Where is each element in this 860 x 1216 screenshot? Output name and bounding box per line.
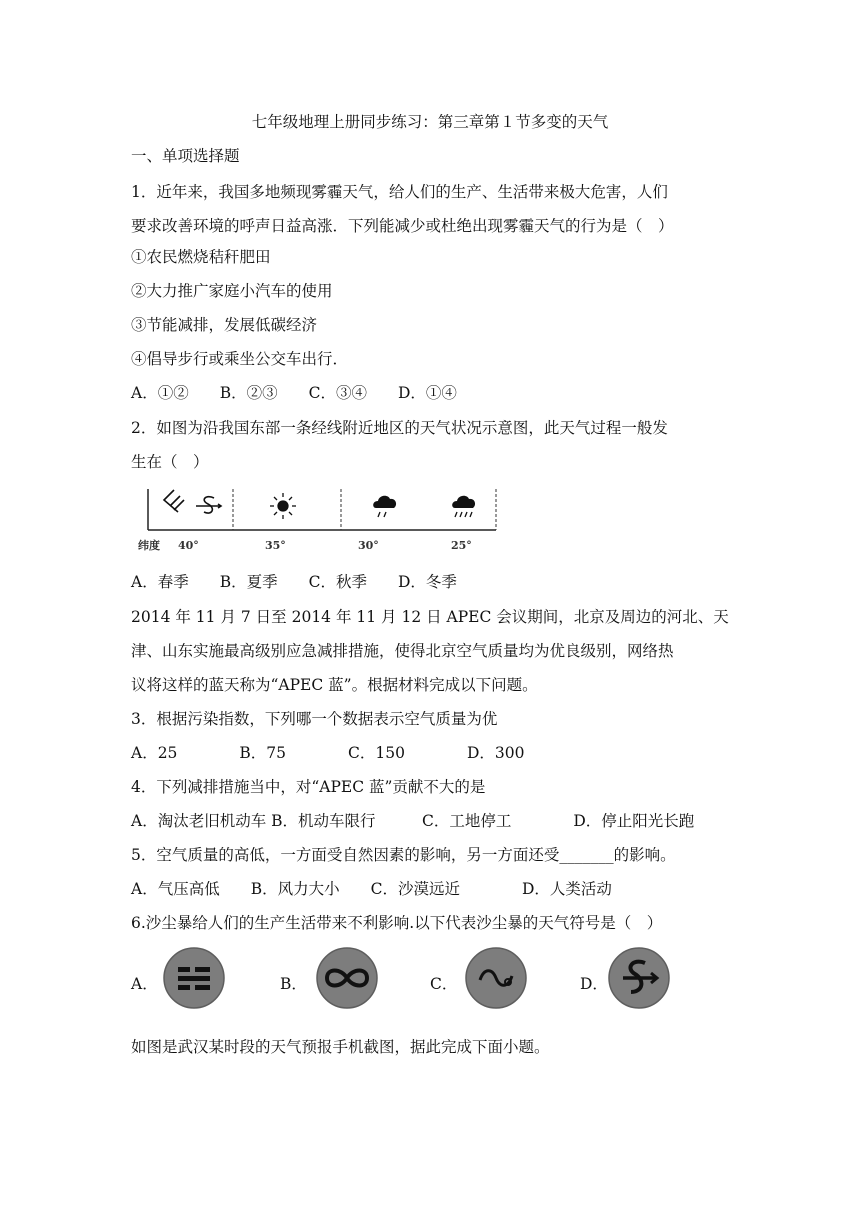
q6-label-d: D． (580, 975, 608, 993)
q5-options: A．气压高低 B．风力大小 C．沙漠远近 D．人类活动 (131, 880, 612, 898)
sandstorm-icon (196, 497, 221, 513)
page-title: 七年级地理上册同步练习：第三章第１节多变的天气 (251, 113, 609, 131)
haze-symbol-icon (315, 946, 379, 1010)
moderate-rain-icon (452, 496, 475, 517)
q6-label-c: C． (430, 975, 458, 993)
q1-stem-line2: 要求改善环境的呼声日益高涨．下列能减少或杜绝出现雾霾天气的行为是（ ） (131, 217, 674, 235)
wind-barb-icon (164, 490, 184, 512)
q5-stem: 5．空气质量的高低，一方面受自然因素的影响，另一方面还受_______的影响。 (131, 846, 676, 864)
q2-stem-line2: 生在（ ） (131, 453, 209, 471)
q6-label-b: B． (280, 975, 307, 993)
q2-options: A．春季 B．夏季 C．秋季 D．冬季 (131, 573, 457, 591)
latitude-tick-40: 40° (178, 539, 199, 552)
sunny-icon (270, 493, 296, 519)
q1-item-3: ③节能减排，发展低碳经济 (131, 316, 318, 334)
q6-label-a: A． (131, 975, 158, 993)
closing-prompt: 如图是武汉某时段的天气预报手机截图，据此完成下面小题。 (131, 1038, 550, 1056)
latitude-axis-label: 纬度 (138, 539, 160, 552)
q2-stem-line1: 2．如图为沿我国东部一条经线附近地区的天气状况示意图，此天气过程一般发 (131, 419, 668, 437)
q4-options: A．淘汰老旧机动车 B．机动车限行 C．工地停工 D．停止阳光长跑 (131, 812, 695, 830)
sandstorm-symbol-icon (607, 946, 671, 1010)
fog-symbol-icon (162, 946, 226, 1010)
q1-stem-line1: 1．近年来，我国多地频现雾霾天气，给人们的生产、生活带来极大危害，人们 (131, 183, 668, 201)
material-line2: 津、山东实施最高级别应急减排措施，使得北京空气质量均为优良级别，网络热 (131, 642, 674, 660)
weather-latitude-diagram (130, 484, 510, 556)
q4-stem: 4．下列减排措施当中，对“APEC 蓝”贡献不大的是 (131, 778, 486, 796)
q6-stem: 6.沙尘暴给人们的生产生活带来不利影响.以下代表沙尘暴的天气符号是（ ） (131, 914, 663, 932)
q1-item-1: ①农民燃烧秸秆肥田 (131, 248, 271, 266)
section-heading: 一、单项选择题 (131, 147, 240, 165)
q1-item-4: ④倡导步行或乘坐公交车出行． (131, 350, 349, 368)
light-rain-icon (373, 496, 396, 517)
floating-dust-symbol-icon (464, 946, 528, 1010)
latitude-tick-25: 25° (451, 539, 472, 552)
q3-options: A．25 B．75 C．150 D．300 (131, 744, 525, 762)
q3-stem: 3．根据污染指数，下列哪一个数据表示空气质量为优 (131, 710, 498, 728)
latitude-tick-30: 30° (358, 539, 379, 552)
latitude-tick-35: 35° (265, 539, 286, 552)
material-line3: 议将这样的蓝天称为“APEC 蓝”。根据材料完成以下问题。 (131, 676, 538, 694)
material-line1: 2014 年 11 月 7 日至 2014 年 11 月 12 日 APEC 会议期间，北京及周边的河北、天 (131, 608, 729, 626)
q1-options: A．①② B．②③ C．③④ D．①④ (131, 384, 457, 402)
q1-item-2: ②大力推广家庭小汽车的使用 (131, 282, 333, 300)
